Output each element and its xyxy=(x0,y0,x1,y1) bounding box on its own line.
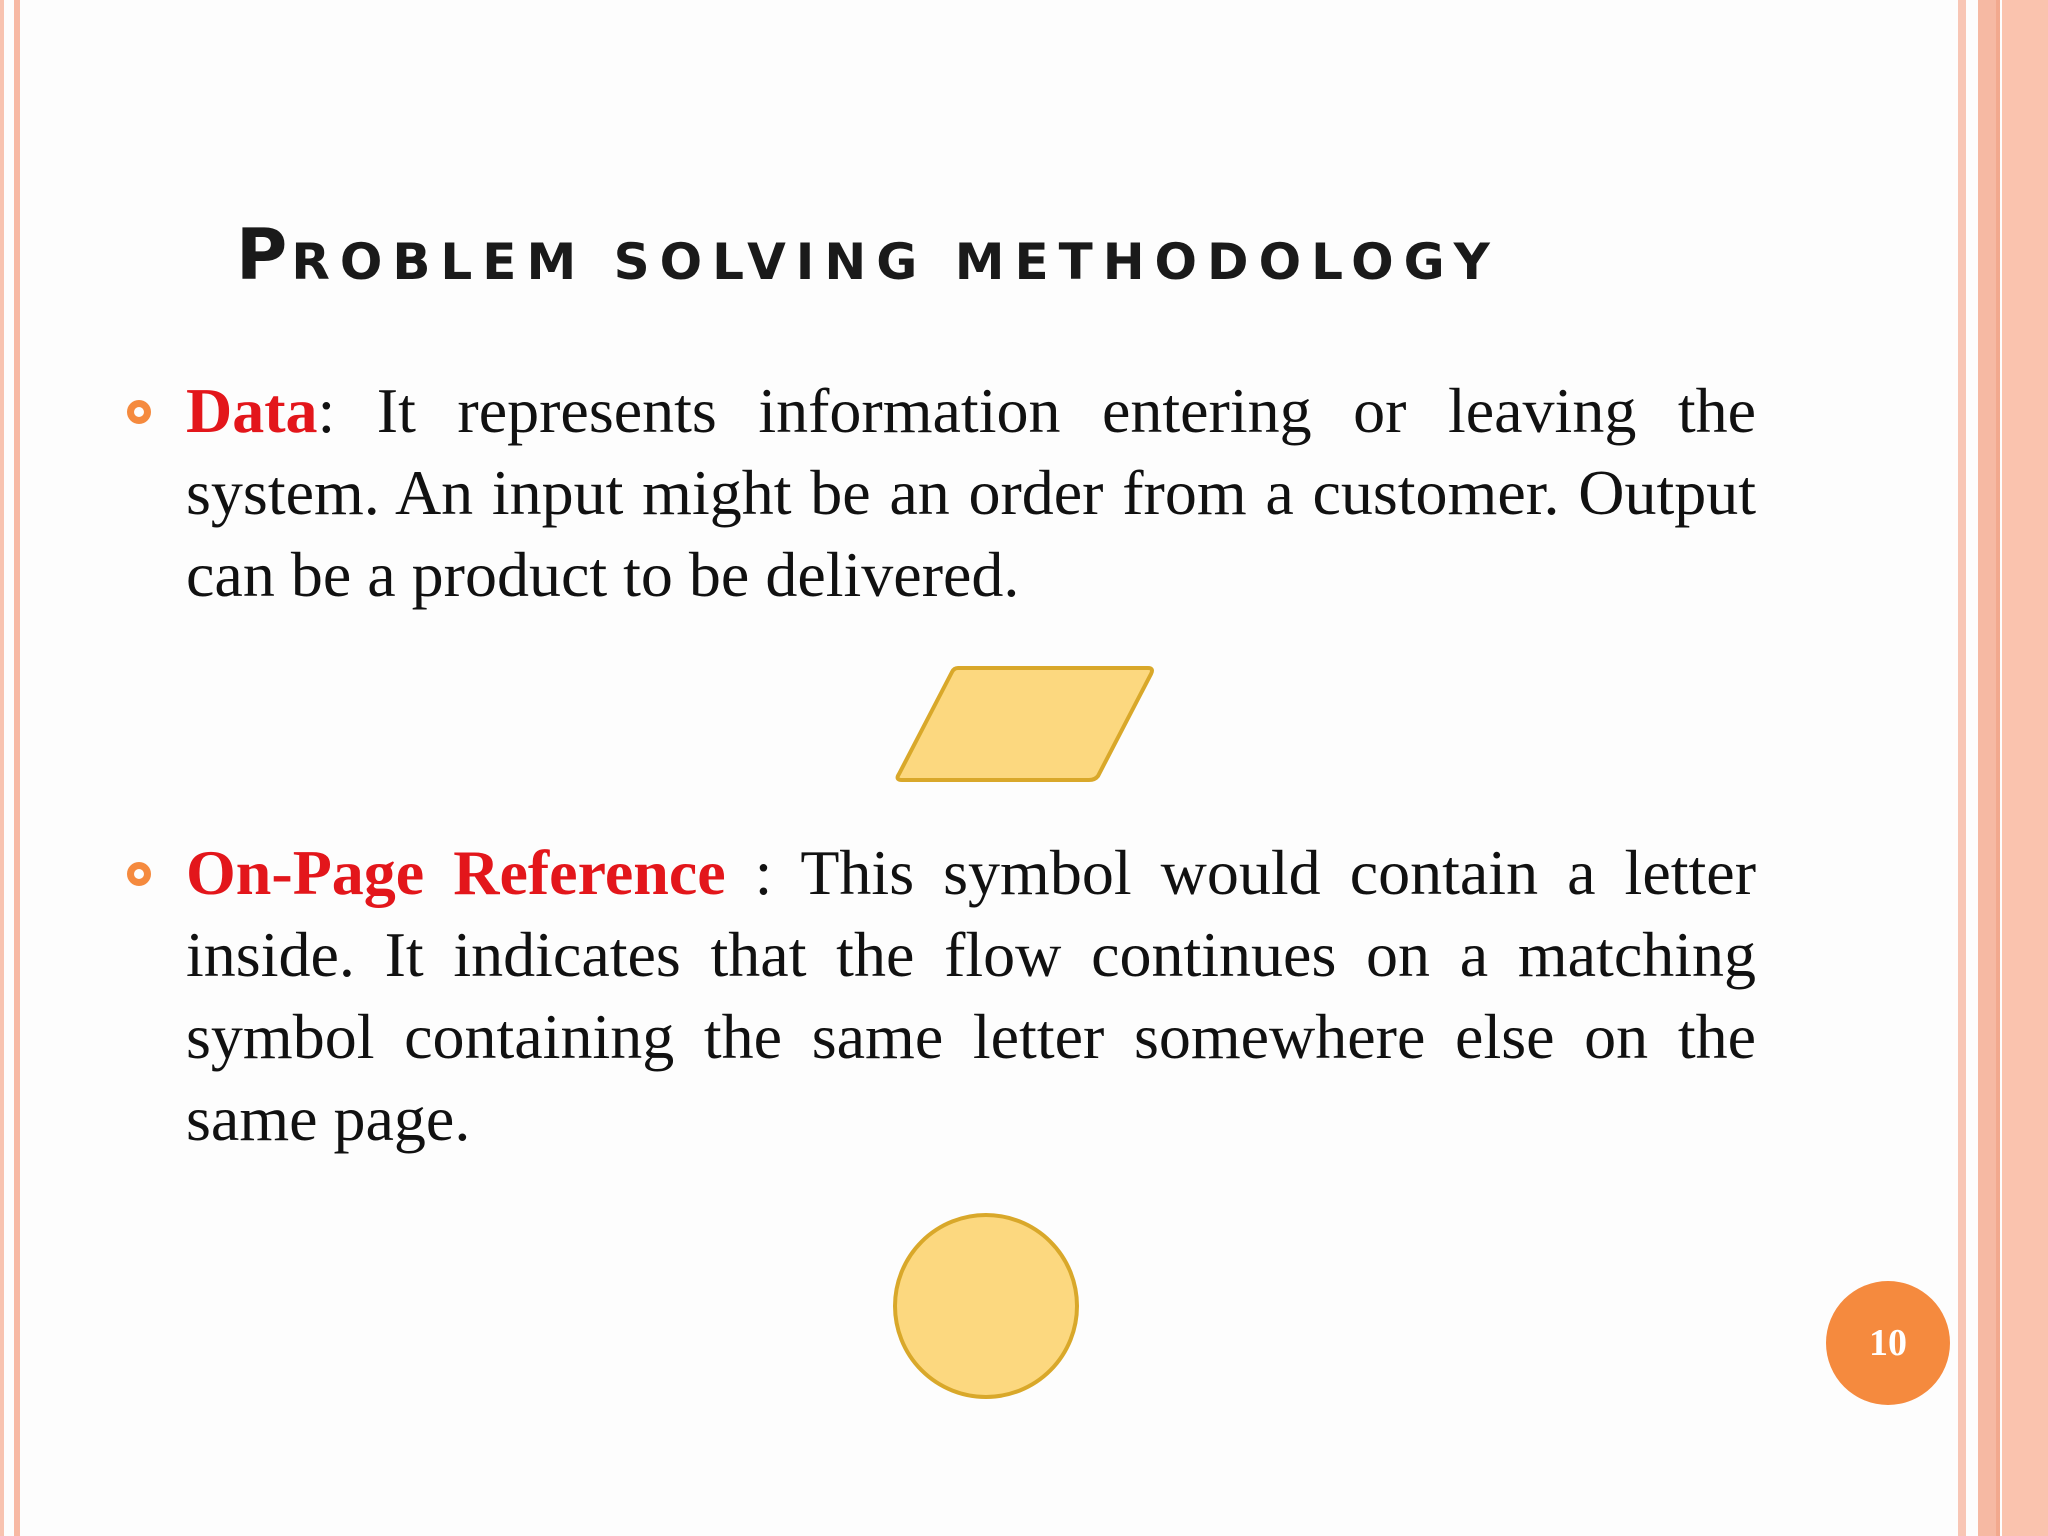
page-number-badge: 10 xyxy=(1826,1281,1950,1405)
bullet-marker-icon xyxy=(127,400,151,424)
bullet-text: : This symbol would contain a letter inside. It indicates that the flow continues on a matching symbol containing the same letter somewhere else on the same page. xyxy=(186,837,1757,1154)
right-border-band xyxy=(2002,0,2048,1536)
bullet-data xyxy=(186,370,1756,616)
slide-title xyxy=(236,214,1500,296)
left-border-line xyxy=(14,0,20,1536)
right-border-line xyxy=(1996,0,2000,1536)
circle-icon xyxy=(890,1210,1082,1402)
right-border-band xyxy=(1978,0,1996,1536)
bullet-term: Data xyxy=(186,375,318,446)
bullet-text: : It represents information entering or leaving the system. An input might be an order from a customer. Output can be a product to be delivered. xyxy=(186,375,1756,610)
left-border-line xyxy=(0,0,4,1536)
parallelogram-icon xyxy=(890,662,1160,786)
bullet-on-page-reference xyxy=(186,832,1756,1160)
bullet-marker-icon xyxy=(127,862,151,886)
title-initial: P xyxy=(236,214,292,296)
bullet-term: On-Page Reference xyxy=(186,837,726,908)
title-rest: ROBLEM SOLVING METHODOLOGY xyxy=(291,233,1500,291)
right-border-band xyxy=(1958,0,1966,1536)
